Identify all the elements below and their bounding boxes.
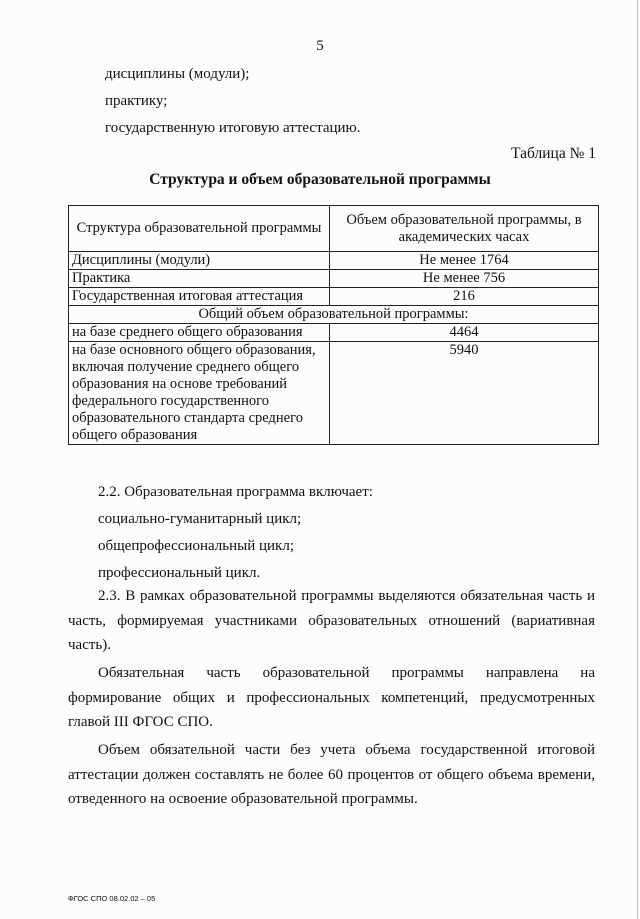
header-structure: Структура образовательной программы	[69, 206, 330, 252]
table-row	[69, 270, 599, 288]
page-number: 5	[316, 38, 324, 54]
table-span-row	[69, 306, 599, 324]
mandatory-volume-paragraph: Объем обязательной части без учета объема государственной итоговой аттестации должен составлять не более 60 процентов от общего объема времени, отведенного на освоение образовательной программы.	[68, 742, 595, 807]
list-item-disciplines: дисциплины (модули);	[105, 66, 250, 82]
row-value: 5940	[330, 342, 599, 445]
row-value: Не менее 1764	[330, 252, 599, 270]
table-header-row	[69, 206, 599, 252]
section-2-3-paragraph: 2.3. В рамках образовательной программы выделяются обязательная часть и часть, формируемая участниками образовательных отношений (вариативная часть).	[68, 588, 595, 653]
page-edge	[637, 0, 638, 919]
total-volume-heading: Общий объем образовательной программы:	[69, 306, 599, 324]
cycle-item: общепрофессиональный цикл;	[98, 538, 294, 554]
row-label: Дисциплины (модули)	[69, 252, 330, 270]
section-2-2: 2.2. Образовательная программа включает:	[98, 484, 373, 500]
table-row	[69, 252, 599, 270]
header-volume: Объем образовательной программы, в академических часах	[330, 206, 599, 252]
row-label: на базе среднего общего образования	[69, 324, 330, 342]
table-row	[69, 288, 599, 306]
list-item-practice: практику;	[105, 93, 168, 109]
table-row	[69, 342, 599, 445]
structure-table	[68, 205, 599, 445]
list-item-attestation: государственную итоговую аттестацию.	[105, 120, 361, 136]
row-value: Не менее 756	[330, 270, 599, 288]
cycle-item: профессиональный цикл.	[98, 565, 261, 581]
row-label: Практика	[69, 270, 330, 288]
mandatory-part-paragraph: Обязательная часть образовательной программы направлена на формирование общих и профессиональных компетенций, предусмотренных главой III ФГОС СПО.	[68, 665, 595, 730]
footer-code: ФГОС СПО 08.02.02 – 05	[68, 894, 156, 903]
table-row	[69, 324, 599, 342]
row-value: 4464	[330, 324, 599, 342]
table-title: Структура и объем образовательной программы	[149, 171, 491, 188]
row-value: 216	[330, 288, 599, 306]
table-label: Таблица № 1	[511, 145, 596, 162]
cycle-item: социально-гуманитарный цикл;	[98, 511, 302, 527]
row-label: Государственная итоговая аттестация	[69, 288, 330, 306]
row-label: на базе основного общего образования, включая получение среднего общего образования на основе требований федерального государственного образовательного стандарта среднего общего образования	[69, 342, 330, 445]
